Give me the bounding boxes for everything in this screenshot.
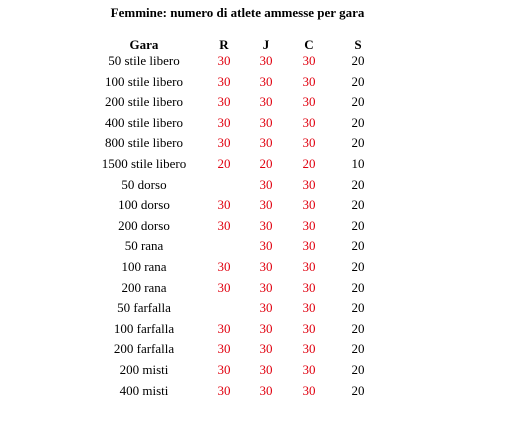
quota-j: 30 bbox=[259, 341, 273, 357]
quota-j: 30 bbox=[259, 53, 273, 68]
quota-s: 20 bbox=[351, 279, 365, 295]
quota-j: 30 bbox=[259, 300, 273, 316]
quota-s: 20 bbox=[351, 114, 365, 130]
quota-c: 30 bbox=[302, 238, 316, 254]
header-r: R bbox=[219, 37, 229, 52]
event-name: 100 rana bbox=[121, 259, 167, 274]
quota-r: 30 bbox=[217, 341, 231, 357]
quota-c: 30 bbox=[302, 197, 316, 213]
quota-j: 30 bbox=[259, 382, 273, 398]
quota-r: 30 bbox=[217, 320, 231, 336]
quota-r: 20 bbox=[217, 156, 231, 171]
event-name: 200 misti bbox=[119, 362, 169, 377]
quota-c: 30 bbox=[302, 341, 316, 357]
quota-c: 30 bbox=[302, 73, 316, 89]
quota-c: 30 bbox=[302, 259, 316, 274]
event-name: 100 dorso bbox=[118, 197, 170, 213]
header-gara: Gara bbox=[129, 37, 159, 52]
quota-r: 30 bbox=[217, 259, 231, 274]
quota-c: 30 bbox=[302, 279, 316, 295]
quota-j: 30 bbox=[259, 94, 273, 110]
header-s: S bbox=[354, 37, 362, 52]
quota-r: 30 bbox=[217, 53, 231, 68]
quota-r: 30 bbox=[217, 114, 231, 130]
quota-s: 20 bbox=[351, 238, 365, 254]
quota-s: 20 bbox=[351, 382, 365, 398]
quota-c: 30 bbox=[302, 300, 316, 316]
quota-s: 20 bbox=[351, 135, 365, 151]
quota-r: 30 bbox=[217, 279, 231, 295]
quota-c: 30 bbox=[302, 135, 316, 151]
quota-s: 20 bbox=[351, 176, 365, 192]
quota-r: 30 bbox=[217, 94, 231, 110]
quota-j: 30 bbox=[259, 114, 273, 130]
quota-c: 30 bbox=[302, 362, 316, 377]
quota-j: 30 bbox=[259, 73, 273, 89]
quota-c: 30 bbox=[302, 217, 316, 233]
quota-j: 30 bbox=[259, 320, 273, 336]
quota-s: 20 bbox=[351, 217, 365, 233]
event-name: 50 dorso bbox=[121, 176, 167, 192]
event-name: 400 misti bbox=[119, 382, 169, 398]
header-c: C bbox=[304, 37, 314, 52]
event-name: 50 stile libero bbox=[108, 53, 180, 68]
quota-s: 20 bbox=[351, 300, 365, 316]
quota-r: 30 bbox=[217, 135, 231, 151]
quota-s: 20 bbox=[351, 197, 365, 213]
quota-c: 30 bbox=[302, 176, 316, 192]
event-name: 50 farfalla bbox=[117, 300, 171, 316]
event-name: 100 stile libero bbox=[105, 73, 183, 89]
quota-c: 30 bbox=[302, 320, 316, 336]
quota-j: 30 bbox=[259, 259, 273, 274]
quota-j: 30 bbox=[259, 217, 273, 233]
quota-c: 30 bbox=[302, 382, 316, 398]
quota-s: 20 bbox=[351, 53, 365, 68]
event-name: 200 dorso bbox=[118, 217, 170, 233]
quota-s: 20 bbox=[351, 73, 365, 89]
quota-j: 30 bbox=[259, 362, 273, 377]
event-name: 1500 stile libero bbox=[101, 156, 187, 171]
quota-r: 30 bbox=[217, 73, 231, 89]
quota-c: 30 bbox=[302, 53, 316, 68]
quota-s: 20 bbox=[351, 94, 365, 110]
quota-r: 30 bbox=[217, 382, 231, 398]
quota-j: 30 bbox=[259, 279, 273, 295]
quota-s: 20 bbox=[351, 259, 365, 274]
quota-j: 30 bbox=[259, 176, 273, 192]
quota-s: 20 bbox=[351, 320, 365, 336]
quota-r: 30 bbox=[217, 217, 231, 233]
quota-j: 20 bbox=[259, 156, 273, 171]
event-name: 400 stile libero bbox=[105, 114, 183, 130]
quota-c: 30 bbox=[302, 94, 316, 110]
quota-s: 20 bbox=[351, 341, 365, 357]
header-j: J bbox=[262, 37, 270, 52]
quota-s: 20 bbox=[351, 362, 365, 377]
quota-j: 30 bbox=[259, 197, 273, 213]
event-name: 200 farfalla bbox=[113, 341, 175, 357]
quota-j: 30 bbox=[259, 135, 273, 151]
quota-j: 30 bbox=[259, 238, 273, 254]
event-name: 200 stile libero bbox=[105, 94, 183, 110]
event-name: 800 stile libero bbox=[105, 135, 183, 151]
event-name: 50 rana bbox=[124, 238, 164, 254]
event-name: 200 rana bbox=[121, 279, 167, 295]
quota-s: 10 bbox=[351, 156, 365, 171]
quota-r: 30 bbox=[217, 197, 231, 213]
page-title: Femmine: numero di atlete ammesse per gara bbox=[110, 5, 365, 20]
event-name: 100 farfalla bbox=[113, 320, 175, 336]
quota-c: 20 bbox=[302, 156, 316, 171]
quota-r: 30 bbox=[217, 362, 231, 377]
quota-c: 30 bbox=[302, 114, 316, 130]
